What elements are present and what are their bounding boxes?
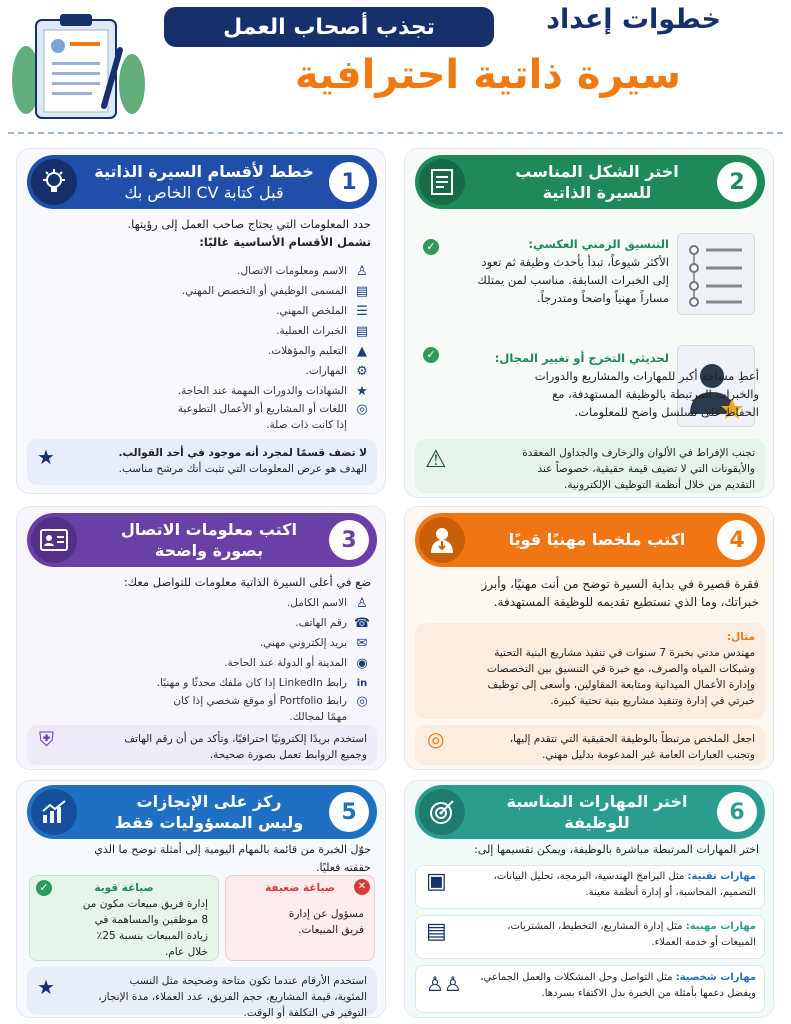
- section-5-subtitle: وليس المسؤوليات فقط: [114, 813, 304, 832]
- list-item: إذا كانت ذات صلة.: [266, 419, 347, 431]
- certificate-icon: ★: [356, 383, 368, 399]
- document-icon: [419, 159, 465, 205]
- section-1-header: [27, 155, 377, 209]
- section-3-subtitle: بصورة واضحة: [154, 541, 264, 560]
- list-item: ⚙ المهارات.: [31, 361, 371, 381]
- skill-technical: ▣ مهارات تقنية: مثل البرامج الهندسية، البرمجة، تحليل البيانات، التصميم، المحاسبة، أو إدارة أنظمة معينة.: [415, 865, 765, 909]
- timeline-icon: [677, 233, 755, 315]
- divider: [8, 132, 783, 134]
- section-3-note: ⛨ استخدم بريدًا إلكترونيًا احترافيًا، وتأكد من أن رقم الهاتف وجميع الروابط تعمل بصورة صحيحة.: [27, 725, 377, 765]
- gear-icon: ⚙: [356, 363, 368, 379]
- page-title-top: خطوات إعداد: [546, 4, 721, 35]
- clipboard-illustration: [8, 10, 148, 122]
- linkedin-icon: in: [356, 677, 368, 689]
- section-1-card: [16, 148, 386, 494]
- target-icon: ◎: [427, 727, 445, 751]
- section-1-subtitle: قبل كتابة CV الخاص بك: [124, 183, 284, 202]
- section-6-number: 6: [717, 792, 757, 832]
- briefcase-icon: ▤: [426, 919, 447, 944]
- monitor-icon: ▣: [426, 869, 447, 894]
- section-1-number: 1: [329, 162, 369, 202]
- team-icon: ♙♙: [426, 972, 462, 996]
- section-2-subtitle: للسيرة الذاتية: [542, 183, 652, 202]
- list-item: ◎ اللغات أو المشاريع أو الأعمال التطوعية: [31, 401, 371, 417]
- section-2-heading-1: التنسيق الزمني العكسي:: [528, 237, 669, 251]
- list-item: ♙ الاسم ومعلومات الاتصال.: [31, 261, 371, 281]
- briefcase-icon: ▤: [355, 283, 369, 299]
- chart-growth-icon: [31, 789, 77, 835]
- section-3-header: [27, 513, 377, 567]
- location-icon: ◉: [356, 655, 368, 671]
- x-icon: ✕: [354, 879, 370, 895]
- phone-icon: ☎: [353, 615, 371, 631]
- section-1-intro: حدد المعلومات التي يحتاج صاحب العمل إلى رؤيتها.: [127, 217, 371, 231]
- section-2-title: اختر الشكل المناسب: [515, 162, 679, 181]
- section-4-card: 4 اكتب ملخصا مهنيًا قويًا فقرة قصيرة في بداية السيرة توضح من أنت مهنيًا، وأبرز خبراتك، وما الذي تستطيع تقديمه للوظيفة المستهدفة. مثال: مهندس مدني بخبرة 7 سنوات في تنفيذ مشاريع البنية التحتية وشبكات المياه والصرف، مع خبرة في التنسيق بين التخصصات وإدارة الأعمال الميدانية ومتابعة المقاولين، وأسعى إلى توظيف خبرتي في إدارة وتنفيذ مشاريع بنية تحتية كبيرة. ◎ اجعل الملخص مرتبطاً بالوظيفة الحقيقية التي تتقدم إليها، وتجنب العبارات العامة غير المدعومة بدليل مهني.: [404, 506, 774, 770]
- id-card-icon: [31, 517, 77, 563]
- section-1-intro-2: تشمل الأقسام الأساسية غالبًا:: [199, 235, 371, 249]
- list-item: ★ الشهادات والدورات المهمة عند الحاجة.: [31, 381, 371, 401]
- briefcase-icon: ▤: [355, 323, 369, 339]
- list-item: ◉ المدينة أو الدولة عند الحاجة.: [31, 653, 371, 673]
- section-6-card: [404, 780, 774, 1018]
- section-2-header: [415, 155, 765, 209]
- section-3-intro: ضع في أعلى السيرة الذاتية معلومات للتواصل معك:: [123, 575, 371, 589]
- section-3-card: [16, 506, 386, 770]
- list-item: مهمًا لمجالك.: [289, 711, 347, 723]
- check-icon: ✓: [423, 347, 439, 363]
- section-2-card: 2 اختر الشكل المناسب للسيرة الذاتية التنسيق الزمني العكسي: الأكثر شيوعاً، تبدأ بأحدث وظيفة ثم تعود إلى الخبرات السابقة. مناسب لمن يمتلك مساراً مهنياً واضحاً ومتدرجاً. ✓ لحديثي التخرج أو تغيير المجال: أعطِ مساحة أكبر للمهارات والمشاريع والدورات والخبرات المرتبطة بالوظيفة المستهدفة، مع الحفاظ على تسلسل واضح للمعلومات. ✓ ⚠ تجنب الإفراط في الألوان والزخارف والجداول المعقدة والأيقونات التي لا تضيف قيمة حقيقية، خصوصاً عند التقديم من خلال أنظمة التوظيف الإلكترونية.: [404, 148, 774, 498]
- section-6-header: [415, 785, 765, 839]
- section-4-example: مثال: مهندس مدني بخبرة 7 سنوات في تنفيذ مشاريع البنية التحتية وشبكات المياه والصرف، مع خبرة في التنسيق بين التخصصات وإدارة الأعمال الميدانية ومتابعة المقاولين، وأسعى إلى توظيف خبرتي في إدارة وتنفيذ مشاريع بنية تحتية كبيرة.: [415, 623, 765, 719]
- email-icon: ✉: [356, 635, 368, 651]
- warning-icon: ⚠: [425, 445, 447, 473]
- user-down-icon: [419, 517, 465, 563]
- section-1-title: خطط لأقسام السيرة الذاتية: [94, 162, 314, 181]
- section-3-number: 3: [329, 520, 369, 560]
- person-icon: ♙: [356, 263, 368, 279]
- list-item: ✉ بريد إلكتروني مهني.: [31, 633, 371, 653]
- skill-professional: ▤ مهارات مهنية: مثل إدارة المشاريع، التخطيط، المشتريات، المبيعات أو خدمة العملاء.: [415, 915, 765, 959]
- section-4-title: اكتب ملخصا مهنيًا قويًا: [508, 530, 686, 549]
- star-icon: ★: [37, 445, 55, 469]
- section-5-title: ركز على الإنجازات: [136, 792, 282, 811]
- list-item: ☎ رقم الهاتف.: [295, 615, 371, 631]
- section-2-heading-2: لحديثي التخرج أو تغيير المجال:: [494, 351, 669, 365]
- check-icon: ✓: [423, 239, 439, 255]
- section-5-header: [27, 785, 377, 839]
- globe-icon: ◎: [356, 401, 368, 417]
- section-5-card: 5 ركز على الإنجازات وليس المسؤوليات فقط حوّل الخبرة من قائمة بالمهام اليومية إلى أمثلة توضح ما الذي حققته فعليًا. ✓ صياغة قوية إدارة فريق مبيعات مكون من 8 موظفين والمساهمة في زيادة المبيعات بنسبة 25٪ خلال عام. ✕ صياغة ضعيفة مسؤول عن إدارة فريق المبيعات. ★ استخدم الأرقام عندما تكون متاحة وصحيحة مثل النسب المئوية، قيمة المشاريع، حجم الفريق، عدد العملاء، مدة الإنجاز، التوفير في التكلفة أو الوقت.: [16, 780, 386, 1018]
- skill-personal: ♙♙ مهارات شخصية: مثل التواصل وحل المشكلات والعمل الجماعي، ويفضل دعمها بأمثلة من الخبرة بدل الاكتفاء بسردها.: [415, 965, 765, 1013]
- list-item: ▤ الخبرات العملية.: [31, 321, 371, 341]
- header-badge: تجذب أصحاب العمل: [164, 7, 494, 47]
- section-6-subtitle: للوظيفة: [564, 813, 630, 832]
- list-item: in رابط LinkedIn إذا كان ملفك محدثًا و مهنيًا.: [31, 673, 371, 693]
- target-icon: [419, 789, 465, 835]
- strong-example: ✓ صياغة قوية إدارة فريق مبيعات مكون من 8 موظفين والمساهمة في زيادة المبيعات بنسبة 25٪ خلال عام.: [29, 875, 219, 961]
- globe-icon: ◎: [356, 693, 368, 709]
- person-icon: ♙: [356, 595, 368, 611]
- section-6-title: اختر المهارات المناسبة: [506, 792, 688, 811]
- shield-icon: ⛨: [39, 727, 54, 751]
- list-item: ☰ الملخص المهني.: [31, 301, 371, 321]
- section-1-note: ★ لا تضف قسمًا لمجرد أنه موجود في أحد القوالب. الهدف هو عرض المعلومات التي تثبت أنك مرشح مناسب.: [27, 439, 377, 485]
- star-icon: ★: [37, 975, 55, 999]
- section-3-title: اكتب معلومات الاتصال: [121, 520, 297, 539]
- document-icon: ☰: [356, 303, 368, 319]
- section-4-note: ◎ اجعل الملخص مرتبطاً بالوظيفة الحقيقية التي تتقدم إليها، وتجنب العبارات العامة غير المدعومة بدليل مهني.: [415, 725, 765, 765]
- list-item: ▲ التعليم والمؤهلات.: [31, 341, 371, 361]
- check-icon: ✓: [36, 880, 52, 896]
- section-5-note: ★ استخدم الأرقام عندما تكون متاحة وصحيحة مثل النسب المئوية، قيمة المشاريع، حجم الفريق، عدد العملاء، مدة الإنجاز، التوفير في التكلفة أو الوقت.: [27, 967, 377, 1015]
- list-item: ◎ رابط Portfolio أو موقع شخصي إذا كان: [31, 693, 371, 709]
- list-item: ♙ الاسم الكامل.: [31, 593, 371, 613]
- graduation-cap-icon: ▲: [357, 343, 367, 359]
- section-6-intro: اختر المهارات المرتبطة مباشرة بالوظيفة، ويمكن تقسيمها إلى:: [474, 843, 759, 856]
- section-2-number: 2: [717, 162, 757, 202]
- weak-example: ✕ صياغة ضعيفة مسؤول عن إدارة فريق المبيعات.: [225, 875, 375, 961]
- list-item: ▤ المسمى الوظيفي أو التخصص المهني.: [31, 281, 371, 301]
- lightbulb-icon: [31, 159, 77, 205]
- section-4-number: 4: [717, 520, 757, 560]
- section-4-header: [415, 513, 765, 567]
- section-2-warning: ⚠ تجنب الإفراط في الألوان والزخارف والجداول المعقدة والأيقونات التي لا تضيف قيمة حقيقية، خصوصاً عند التقديم من خلال أنظمة التوظيف الإلكترونية.: [415, 439, 765, 493]
- page-title: سيرة ذاتية احترافية: [294, 52, 681, 98]
- section-5-number: 5: [329, 792, 369, 832]
